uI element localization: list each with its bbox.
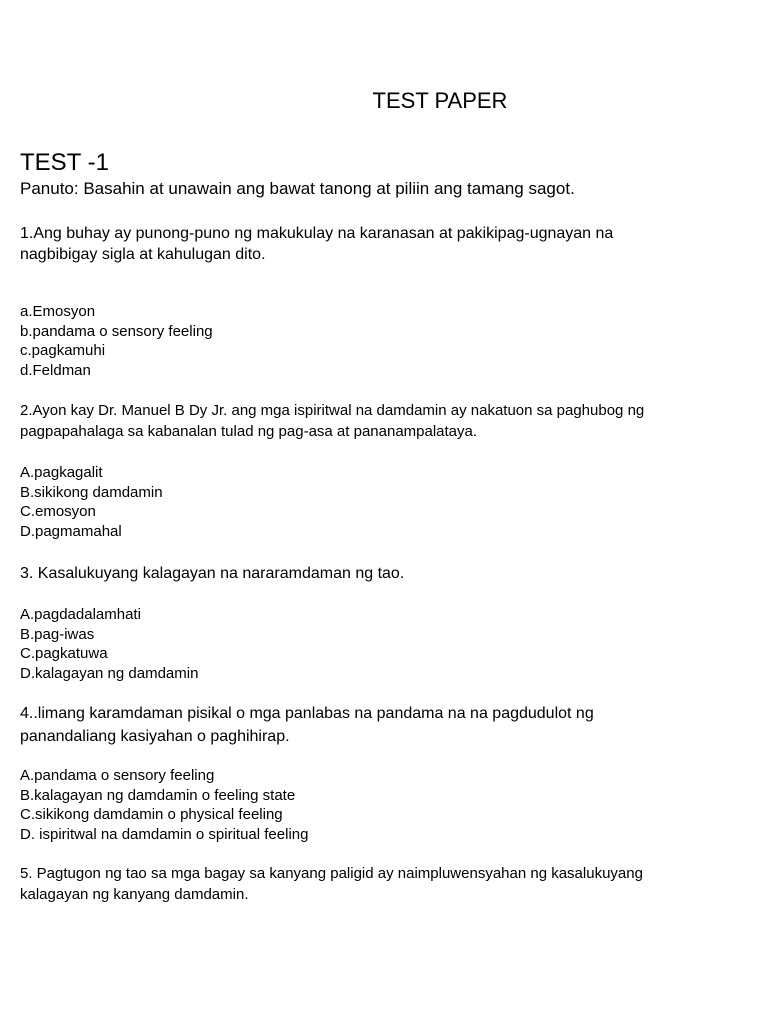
test-heading: TEST -1 xyxy=(20,149,109,176)
choice-1d: d.Feldman xyxy=(20,361,91,379)
instructions: Panuto: Basahin at unawain ang bawat tanong at piliin ang tamang sagot. xyxy=(20,179,575,198)
choice-3c: C.pagkatuwa xyxy=(20,645,108,662)
question-2-text xyxy=(20,400,720,442)
choice-1a: a.Emosyon xyxy=(20,303,96,320)
choice-4c: C.sikikong damdamin o physical feeling xyxy=(20,806,283,823)
question-4-choices xyxy=(20,766,308,844)
question-4-line-1: 4..limang karamdaman pisikal o mga panlabas na pandama na na pagdudulot ng xyxy=(20,705,594,722)
question-4-line-2: panandaliang kasiyahan o paghihirap. xyxy=(20,728,290,745)
question-5-line-1: 5. Pagtugon ng tao sa mga bagay sa kanyang paligid ay naimpluwensyahan ng kasalukuyang xyxy=(20,865,643,882)
question-1-text xyxy=(20,223,720,265)
choice-2b: B.sikikong damdamin xyxy=(20,483,163,501)
choice-3a: A.pagdadalamhati xyxy=(20,606,141,623)
question-1-line-1: 1.Ang buhay ay punong-puno ng makukulay na karanasan at pakikipag-ugnayan na xyxy=(20,225,614,242)
question-5-text xyxy=(20,863,720,905)
question-2-choices xyxy=(20,463,163,541)
choice-3b: B.pag-iwas xyxy=(20,625,95,643)
choice-2a: A.pagkagalit xyxy=(20,464,103,481)
choice-2d: D.pagmamahal xyxy=(20,522,122,540)
choice-1c: c.pagkamuhi xyxy=(20,342,106,359)
question-3-line-1: 3. Kasalukuyang kalagayan na nararamdaman ng tao. xyxy=(20,565,405,582)
choice-4d: D. ispiritwal na damdamin o spiritual feeling xyxy=(20,825,309,843)
choice-2c: C.emosyon xyxy=(20,503,96,520)
question-4-text xyxy=(20,702,720,748)
choice-3d: D.kalagayan ng damdamin xyxy=(20,664,199,682)
choice-4a: A.pandama o sensory feeling xyxy=(20,767,215,784)
page-title: TEST PAPER xyxy=(372,88,508,113)
question-3-text xyxy=(20,563,720,584)
question-3-choices xyxy=(20,605,198,683)
choice-1b: b.pandama o sensory feeling xyxy=(20,322,213,340)
question-1-line-2: nagbibigay sigla at kahulugan dito. xyxy=(20,246,266,263)
question-1-choices xyxy=(20,302,213,380)
question-2-line-1: 2.Ayon kay Dr. Manuel B Dy Jr. ang mga ispiritwal na damdamin ay nakatuon sa paghubog ng xyxy=(20,402,645,419)
question-5-line-2: kalagayan ng kanyang damdamin. xyxy=(20,886,249,903)
question-2-line-2: pagpapahalaga sa kabanalan tulad ng pag-asa at pananampalataya. xyxy=(20,423,478,440)
choice-4b: B.kalagayan ng damdamin o feeling state xyxy=(20,786,296,804)
